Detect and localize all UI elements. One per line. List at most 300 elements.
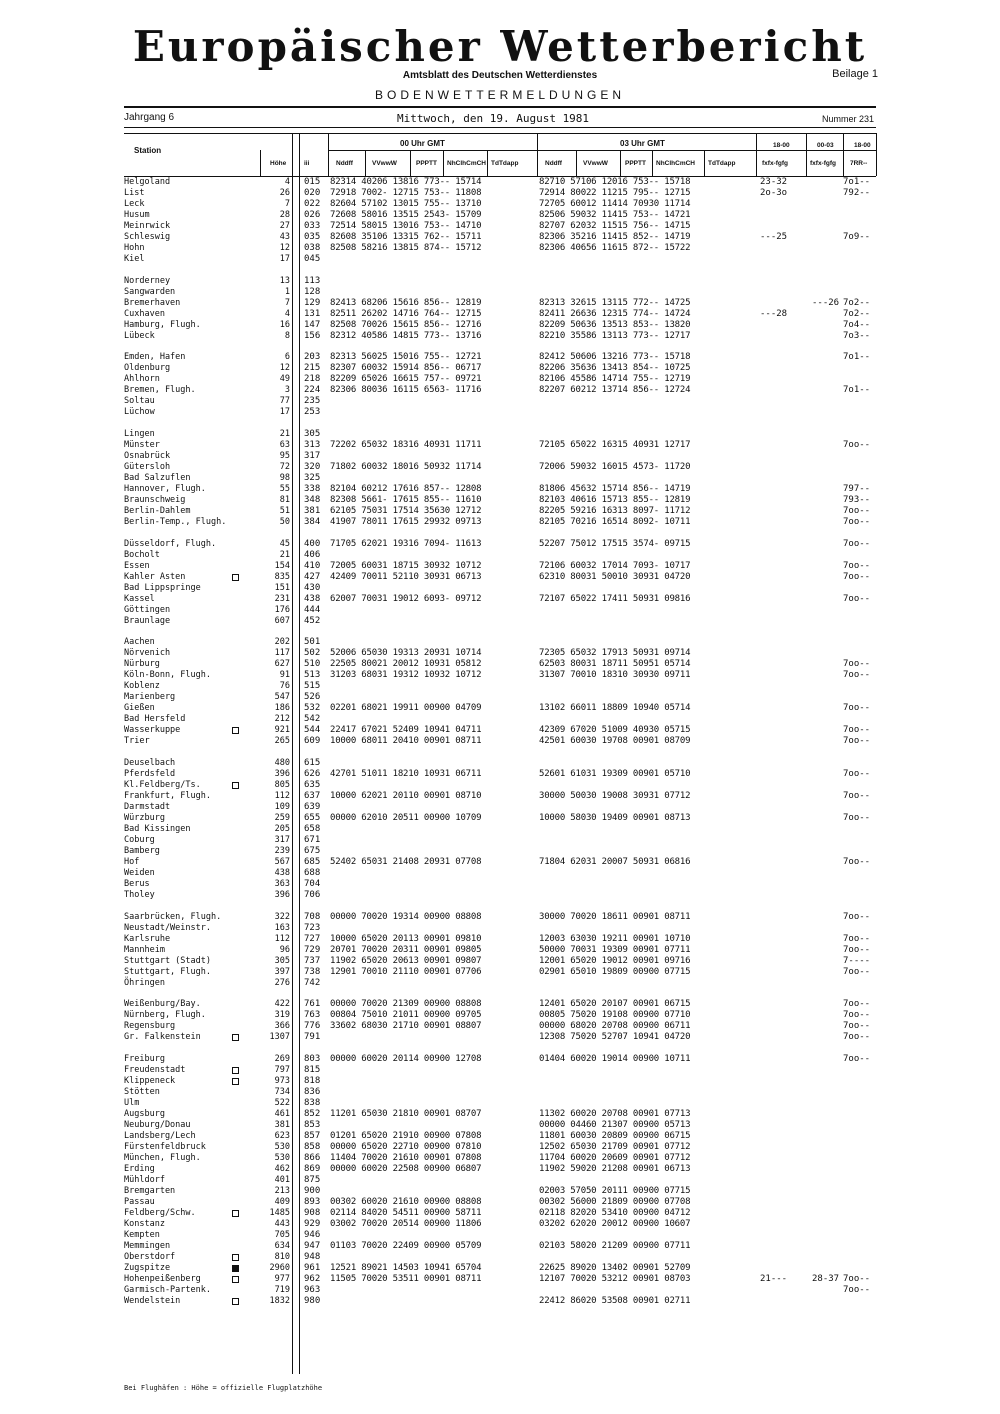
range-18-00-precip: 7o2--	[843, 308, 871, 319]
station-height: 7	[284, 297, 290, 308]
station-name: Bad Salzuflen	[124, 473, 191, 483]
station-name: Würzburg	[124, 813, 165, 823]
station-name: Bremgarten	[124, 1186, 176, 1197]
supplement-label: Beilage 1	[832, 68, 878, 80]
station-height: 381	[274, 1120, 290, 1130]
station-index: 218	[304, 374, 321, 385]
range-18-00: 2o-3o	[760, 188, 788, 198]
station-height: 835	[274, 571, 290, 582]
station-name: Bad Kissingen	[124, 824, 191, 835]
range-18-00-precip: 7oo--	[843, 571, 871, 582]
station-name: Nürburg	[124, 659, 160, 670]
obs-00-gmt: 31203 68031 19312 10932 10712	[330, 670, 482, 681]
station-height: 973	[274, 1076, 290, 1086]
station-height: 1485	[269, 1208, 290, 1219]
obs-00-gmt: 82604 57102 13015 755-- 13710	[330, 199, 482, 209]
station-name: Aachen	[124, 637, 155, 648]
station-index: 742	[304, 977, 321, 988]
station-index: 688	[304, 868, 321, 879]
station-height: 186	[274, 703, 290, 714]
station-name: Hohenpeißenberg	[124, 1274, 201, 1285]
obs-03-gmt: 72705 60012 11414 70930 11714	[539, 199, 691, 209]
range-18-00-precip: 7oo--	[843, 1285, 871, 1296]
station-name: Oldenburg	[124, 363, 171, 374]
station-height: 96	[279, 944, 290, 955]
obs-03-gmt: 82313 32615 13115 772-- 14725	[539, 297, 691, 308]
station-name: Braunlage	[124, 615, 171, 626]
obs-00-gmt: 72514 58015 13016 753-- 14710	[330, 221, 482, 232]
range-18-00-precip: 7oo--	[843, 1021, 871, 1032]
station-index: 671	[304, 835, 321, 846]
station-name: Passau	[124, 1197, 155, 1208]
obs-00-gmt: 01103 70020 22409 00900 05709	[330, 1241, 482, 1252]
station-height: 259	[274, 813, 290, 823]
obs-00-gmt: 00000 65020 22710 00900 07810	[330, 1142, 482, 1153]
station-index: 639	[304, 802, 321, 812]
station-name: Köln-Bonn, Flugh.	[124, 670, 211, 681]
range-18-00-precip: 7oo--	[843, 1053, 871, 1064]
station-index: 313	[304, 439, 321, 450]
station-height: 921	[274, 725, 290, 736]
obs-03-gmt: 01404 60020 19014 00900 10711	[539, 1053, 691, 1064]
station-name: Frankfurt, Flugh.	[124, 791, 211, 801]
station-name: Bocholt	[124, 549, 160, 560]
col-line-range1	[756, 133, 757, 176]
station-name: Lingen	[124, 428, 155, 439]
obs-00-gmt: 72918 7002- 12715 753-- 11808	[330, 188, 482, 198]
station-index: 430	[304, 582, 321, 593]
col-line-iii-right	[299, 133, 300, 1374]
obs-00-gmt: 82314 40206 13816 773-- 15714	[330, 177, 482, 187]
obs-03-gmt: 12308 75020 52707 10941 04720	[539, 1032, 691, 1043]
obs-03-gmt: 72305 65032 17913 50931 09714	[539, 648, 691, 659]
obs-03-gmt: 82207 60212 13714 856-- 12724	[539, 385, 691, 396]
obs-00-gmt: 11404 70020 21610 00901 07808	[330, 1153, 482, 1164]
station-name: Öhringen	[124, 977, 165, 988]
obs-03-gmt: 71804 62031 20007 50931 06816	[539, 857, 691, 868]
station-name: Kl.Feldberg/Ts.	[124, 780, 201, 790]
station-name: Memmingen	[124, 1241, 171, 1252]
station-index: 038	[304, 243, 321, 254]
range-18-00-precip: 7oo--	[843, 933, 871, 944]
obs-03-gmt: 50000 70031 19309 00901 07711	[539, 944, 691, 955]
col-line-03	[537, 133, 538, 176]
station-height: 12	[279, 243, 290, 254]
range-18-00-precip: 7oo--	[843, 1032, 871, 1043]
obs-03-gmt: 11704 60020 20609 00901 07712	[539, 1153, 691, 1164]
station-height: 363	[274, 879, 290, 890]
obs-00-gmt: 03002 70020 20514 00900 11806	[330, 1219, 482, 1230]
obs-03-gmt: 00000 04460 21307 00900 05713	[539, 1120, 691, 1130]
station-name: Bad Lippspringe	[124, 582, 201, 593]
header-tdtdapp-00: TdTdapp	[491, 160, 519, 167]
range-18-00-precip: 7oo--	[843, 439, 871, 450]
station-name: Trier	[124, 736, 150, 747]
station-index: 224	[304, 385, 321, 396]
station-index: 900	[304, 1186, 321, 1197]
station-height: 163	[274, 922, 290, 933]
obs-03-gmt: 72106 60032 17014 7093- 10717	[539, 560, 691, 571]
station-index: 348	[304, 495, 321, 505]
obs-00-gmt: 20701 70020 20311 00901 09805	[330, 944, 482, 955]
obs-03-gmt: 00302 56000 21809 00900 07708	[539, 1197, 691, 1208]
station-height: 21	[279, 428, 290, 439]
open-square-icon	[232, 574, 239, 581]
col-line-hoehe	[260, 150, 261, 176]
station-index: 406	[304, 549, 321, 560]
open-square-icon	[232, 1298, 239, 1305]
obs-03-gmt: 12003 63030 19211 00901 10710	[539, 933, 691, 944]
open-square-icon	[232, 1067, 239, 1074]
issue-number: Nummer 231	[821, 114, 874, 124]
page-title: Europäischer Wetterbericht	[132, 22, 868, 71]
station-index: 544	[304, 725, 321, 736]
obs-00-gmt: 00000 70020 19314 00900 08808	[330, 911, 482, 922]
range-18-00-precip: 7oo--	[843, 911, 871, 922]
station-name: Konstanz	[124, 1219, 165, 1230]
station-height: 4	[284, 177, 290, 187]
obs-03-gmt: 00805 75020 19108 00900 07710	[539, 1010, 691, 1021]
station-index: 113	[304, 275, 321, 286]
range-18-00-precip: 7oo--	[843, 944, 871, 955]
header-range2-sub: fxfx-fgfg	[810, 160, 836, 167]
station-index: 147	[304, 319, 321, 330]
obs-03-gmt: 12107 70020 53212 00901 08703	[539, 1274, 691, 1285]
station-index: 815	[304, 1064, 321, 1075]
obs-00-gmt: 82104 60212 17616 857-- 12808	[330, 484, 482, 494]
station-name: Schleswig	[124, 232, 171, 243]
range-18-00-precip: 7o1--	[843, 385, 871, 396]
header-vvwww-03: VVwwW	[583, 160, 608, 167]
station-index: 658	[304, 824, 321, 835]
station-index: 131	[304, 308, 321, 319]
station-height: 17	[279, 407, 290, 418]
station-name: Gießen	[124, 703, 155, 714]
obs-03-gmt: 13102 66011 18809 10940 05714	[539, 703, 691, 714]
obs-00-gmt: 02201 68021 19911 00900 04709	[330, 703, 482, 714]
station-name: Gütersloh	[124, 462, 171, 472]
obs-03-gmt: 82210 35586 13113 773-- 12717	[539, 330, 691, 341]
station-index: 980	[304, 1296, 321, 1307]
range-18-00-precip: 793--	[843, 495, 871, 505]
station-name: Osnabrück	[124, 450, 171, 461]
range-18-00-precip: 7oo--	[843, 560, 871, 571]
station-index: 444	[304, 604, 321, 615]
obs-03-gmt: 03202 62020 20012 00900 10607	[539, 1219, 691, 1230]
range-18-00-precip: 7oo--	[843, 966, 871, 977]
station-height: 17	[279, 254, 290, 265]
station-name: Coburg	[124, 835, 155, 846]
station-height: 151	[274, 582, 290, 593]
obs-03-gmt: 82411 26636 12315 774-- 14724	[539, 308, 691, 319]
station-name: Leck	[124, 199, 145, 209]
station-height: 734	[274, 1087, 290, 1097]
station-name: Augsburg	[124, 1109, 165, 1119]
station-height: 55	[279, 484, 290, 494]
station-index: 737	[304, 955, 321, 966]
station-index: 033	[304, 221, 321, 232]
station-name: Braunschweig	[124, 495, 186, 505]
station-name: Bremen, Flugh.	[124, 385, 196, 396]
station-name: Nörvenich	[124, 648, 171, 659]
station-index: 384	[304, 517, 321, 528]
section-title: BODENWETTERMELDUNGEN	[374, 88, 625, 102]
station-index: 869	[304, 1164, 321, 1175]
station-index: 128	[304, 286, 321, 297]
station-index: 948	[304, 1252, 321, 1263]
obs-00-gmt: 71705 62021 19316 7094- 11613	[330, 538, 482, 549]
station-index: 338	[304, 484, 321, 494]
col-line-03-b	[620, 150, 621, 176]
obs-00-gmt: 82313 56025 15016 755-- 12721	[330, 352, 482, 363]
obs-03-gmt: 02103 58020 21209 00900 07711	[539, 1241, 691, 1252]
station-index: 317	[304, 450, 321, 461]
range-18-00-precip: 7oo--	[843, 769, 871, 779]
station-height: 3	[284, 385, 290, 396]
obs-03-gmt: 10000 58030 19409 00901 08713	[539, 813, 691, 823]
obs-03-gmt: 82506 59032 11415 753-- 14721	[539, 210, 691, 221]
station-height: 480	[274, 757, 290, 768]
station-name: Fürstenfeldbruck	[124, 1142, 206, 1153]
station-height: 51	[279, 506, 290, 516]
obs-00-gmt: 00000 70020 21309 00900 08808	[330, 999, 482, 1010]
obs-00-gmt: 33602 68030 21710 00901 08807	[330, 1021, 482, 1032]
header-iii: iii	[304, 160, 310, 167]
station-height: 2960	[269, 1263, 290, 1274]
station-height: 396	[274, 769, 290, 779]
obs-03-gmt: 42309 67020 51009 40930 05715	[539, 725, 691, 736]
col-line-iii	[292, 133, 293, 1374]
obs-03-gmt: 11302 60020 20708 00901 07713	[539, 1109, 691, 1119]
station-index: 708	[304, 911, 321, 922]
open-square-icon	[232, 1210, 239, 1217]
obs-03-gmt: 12001 65020 19012 00901 09716	[539, 955, 691, 966]
col-line-00-a	[365, 150, 366, 176]
obs-03-gmt: 11801 60030 20809 00900 06715	[539, 1131, 691, 1142]
range-00-03: ---26	[812, 297, 840, 308]
col-line-range2	[806, 133, 807, 176]
station-height: 977	[274, 1274, 290, 1285]
obs-03-gmt: 31307 70010 18310 30930 09711	[539, 670, 691, 681]
station-height: 76	[279, 681, 290, 692]
station-height: 6	[284, 352, 290, 363]
station-height: 438	[274, 868, 290, 879]
station-height: 397	[274, 966, 290, 977]
station-name: Feldberg/Schw.	[124, 1208, 196, 1219]
range-18-00-precip: 7o9--	[843, 232, 871, 243]
obs-00-gmt: 12901 70010 21110 00901 07706	[330, 966, 482, 977]
obs-00-gmt: 00804 75010 21011 00900 09705	[330, 1010, 482, 1021]
station-height: 28	[279, 210, 290, 221]
station-index: 253	[304, 407, 321, 418]
station-height: 530	[274, 1153, 290, 1164]
station-index: 761	[304, 999, 321, 1010]
obs-03-gmt: 52601 61031 19309 00901 05710	[539, 769, 691, 779]
station-name: Husum	[124, 210, 150, 221]
station-height: 112	[274, 791, 290, 801]
station-height: 27	[279, 221, 290, 232]
range-18-00-precip: 7oo--	[843, 659, 871, 670]
station-index: 022	[304, 199, 321, 209]
obs-00-gmt: 11902 65020 20613 00901 09807	[330, 955, 482, 966]
station-name: Deuselbach	[124, 757, 176, 768]
range-18-00: 23-32	[760, 177, 788, 187]
obs-03-gmt: 82205 59216 16313 8097- 11712	[539, 506, 691, 516]
station-index: 947	[304, 1241, 321, 1252]
station-height: 231	[274, 593, 290, 604]
obs-00-gmt: 82413 68206 15616 856-- 12819	[330, 297, 482, 308]
station-name: Gr. Falkenstein	[124, 1032, 201, 1043]
obs-00-gmt: 71802 60032 18016 50932 11714	[330, 462, 482, 472]
station-index: 427	[304, 571, 321, 582]
station-name: Bamberg	[124, 846, 160, 857]
station-index: 704	[304, 879, 321, 890]
station-name: Ahlhorn	[124, 374, 160, 385]
obs-03-gmt: 02003 57050 20111 00900 07715	[539, 1186, 691, 1197]
station-height: 239	[274, 846, 290, 857]
station-name: Hamburg, Flugh.	[124, 319, 201, 330]
station-index: 893	[304, 1197, 321, 1208]
station-index: 045	[304, 254, 321, 265]
obs-03-gmt: 12502 65030 21709 00901 07712	[539, 1142, 691, 1153]
header-station: Station	[134, 146, 162, 155]
station-height: 21	[279, 549, 290, 560]
station-height: 547	[274, 692, 290, 703]
station-index: 502	[304, 648, 321, 659]
header-tdtdapp-03: TdTdapp	[708, 160, 736, 167]
obs-03-gmt: 30000 70020 18611 00901 08711	[539, 911, 691, 922]
station-name: Hof	[124, 857, 140, 868]
obs-00-gmt: 12521 89021 14503 10941 65704	[330, 1263, 482, 1274]
station-height: 317	[274, 835, 290, 846]
table-right-line	[876, 133, 877, 176]
obs-03-gmt: 02901 65010 19809 00900 07715	[539, 966, 691, 977]
station-name: Stuttgart, Flugh.	[124, 966, 211, 977]
station-index: 776	[304, 1021, 321, 1032]
header-range3-sub: 7RR--	[850, 160, 868, 167]
range-18-00-precip: 7oo--	[843, 517, 871, 528]
station-index: 729	[304, 944, 321, 955]
obs-03-gmt: 12401 65020 20107 00901 06715	[539, 999, 691, 1010]
station-height: 607	[274, 615, 290, 626]
station-height: 623	[274, 1131, 290, 1142]
open-square-icon	[232, 1034, 239, 1041]
header-gmt03: 03 Uhr GMT	[620, 139, 665, 148]
obs-03-gmt: 72006 59032 16015 4573- 11720	[539, 462, 691, 472]
station-name: Tholey	[124, 890, 155, 901]
station-index: 908	[304, 1208, 321, 1219]
station-height: 213	[274, 1186, 290, 1197]
station-name: Kempten	[124, 1230, 160, 1241]
station-name: Zugspitze	[124, 1263, 171, 1274]
station-height: 1	[284, 286, 290, 297]
station-height: 461	[274, 1109, 290, 1119]
header-ppptt-00: PPPTT	[416, 160, 437, 167]
header-nddff-00: Nddff	[336, 160, 353, 167]
header-ppptt-03: PPPTT	[625, 160, 646, 167]
station-index: 513	[304, 670, 321, 681]
station-height: 634	[274, 1241, 290, 1252]
obs-03-gmt: 81806 45632 15714 856-- 14719	[539, 484, 691, 494]
range-18-00-precip: 7oo--	[843, 538, 871, 549]
obs-03-gmt: 62310 80031 50010 30931 04720	[539, 571, 691, 582]
station-name: Mühldorf	[124, 1175, 165, 1186]
station-index: 803	[304, 1053, 321, 1064]
station-height: 719	[274, 1285, 290, 1296]
station-name: Mannheim	[124, 944, 165, 955]
station-name: Norderney	[124, 275, 171, 286]
station-index: 542	[304, 714, 321, 725]
station-height: 91	[279, 670, 290, 681]
header-nhclhcmch-00: NhClhCmCH	[447, 160, 486, 167]
station-height: 366	[274, 1021, 290, 1032]
station-height: 443	[274, 1219, 290, 1230]
open-square-icon	[232, 727, 239, 734]
station-index: 156	[304, 330, 321, 341]
station-name: Hannover, Flugh.	[124, 484, 206, 494]
open-square-icon	[232, 1078, 239, 1085]
range-18-00: ---28	[760, 308, 788, 319]
station-name: Soltau	[124, 396, 155, 407]
obs-03-gmt: 72107 65022 17411 50931 09816	[539, 593, 691, 604]
range-18-00-precip: 7oo--	[843, 813, 871, 823]
obs-03-gmt: 42501 60030 19708 00901 08709	[539, 736, 691, 747]
station-height: 401	[274, 1175, 290, 1186]
station-name: Landsberg/Lech	[124, 1131, 196, 1142]
station-index: 515	[304, 681, 321, 692]
station-height: 16	[279, 319, 290, 330]
station-index: 946	[304, 1230, 321, 1241]
range-18-00-precip: 7o1--	[843, 177, 871, 187]
station-index: 035	[304, 232, 321, 243]
station-index: 961	[304, 1263, 321, 1274]
header-nddff-03: Nddff	[545, 160, 562, 167]
station-name: List	[124, 188, 145, 198]
station-index: 637	[304, 791, 321, 801]
obs-00-gmt: 82508 70026 15615 856-- 12716	[330, 319, 482, 330]
station-index: 381	[304, 506, 321, 516]
station-name: Berlin-Temp., Flugh.	[124, 517, 227, 528]
station-height: 205	[274, 824, 290, 835]
station-index: 020	[304, 188, 321, 198]
col-line-00-d	[487, 150, 488, 176]
station-index: 685	[304, 857, 321, 868]
obs-03-gmt: 30000 50030 19008 30931 07712	[539, 791, 691, 801]
range-18-00-precip: 7oo--	[843, 1010, 871, 1021]
station-name: Essen	[124, 560, 150, 571]
station-height: 49	[279, 374, 290, 385]
range-18-00-precip: 7o1--	[843, 352, 871, 363]
station-index: 501	[304, 637, 321, 648]
range-18-00-precip: 7oo--	[843, 736, 871, 747]
station-name: Freudenstadt	[124, 1064, 186, 1075]
station-index: 532	[304, 703, 321, 714]
station-height: 176	[274, 604, 290, 615]
range-18-00-precip: 7oo--	[843, 1274, 871, 1285]
col-line-00-c	[443, 150, 444, 176]
obs-00-gmt: 52006 65030 19313 20931 10714	[330, 648, 482, 659]
col-line-range3	[843, 133, 844, 176]
station-height: 265	[274, 736, 290, 747]
station-index: 836	[304, 1087, 321, 1097]
station-name: Göttingen	[124, 604, 171, 615]
station-index: 675	[304, 846, 321, 857]
obs-00-gmt: 82511 26202 14716 764-- 12715	[330, 308, 482, 319]
range-18-00-precip: 7oo--	[843, 506, 871, 516]
obs-00-gmt: 82307 60032 15914 856-- 06717	[330, 363, 482, 374]
obs-00-gmt: 82508 58216 13815 874-- 15712	[330, 243, 482, 254]
station-name: Nürnberg, Flugh.	[124, 1010, 206, 1021]
